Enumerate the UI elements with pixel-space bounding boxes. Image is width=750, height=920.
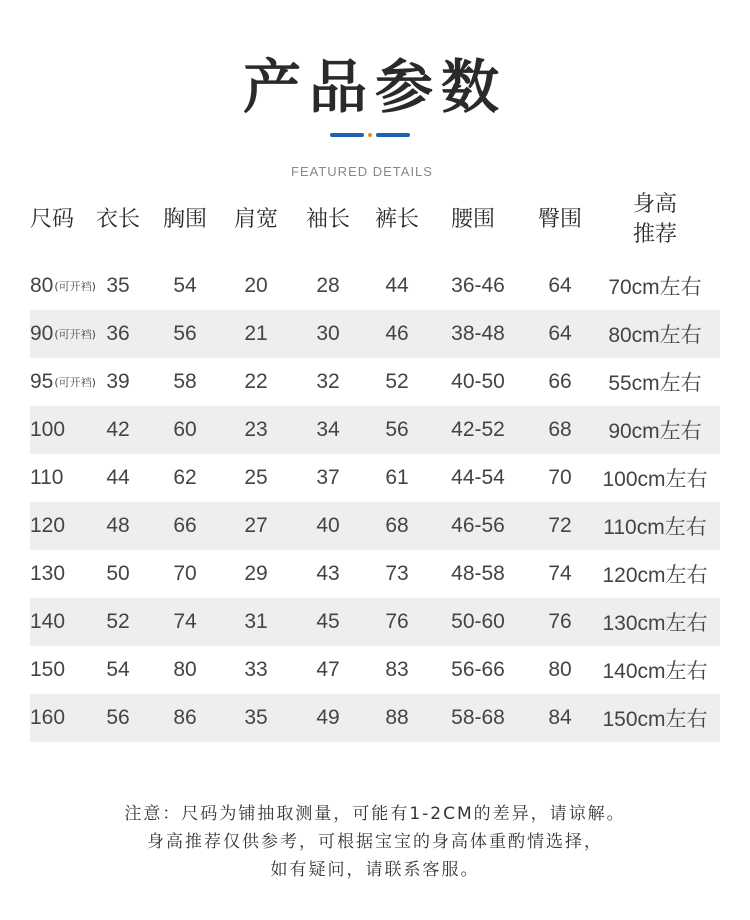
cell-length: 54 <box>106 658 130 681</box>
cell-chest: 66 <box>173 514 197 537</box>
cell-size-value: 95 <box>30 370 54 393</box>
cell-waist: 50-60 <box>451 610 505 633</box>
header-size: 尺码 <box>30 207 75 232</box>
cell-size-note: (可开裆) <box>54 376 96 389</box>
cell-hip: 74 <box>548 562 572 585</box>
cell-shoulder: 23 <box>244 418 268 441</box>
cell-waist: 56-66 <box>451 658 505 681</box>
table-row <box>30 406 720 454</box>
cell-height: 120cm左右 <box>602 564 708 587</box>
cell-height: 70cm左右 <box>608 276 702 299</box>
cell-sleeve: 32 <box>316 370 340 393</box>
underline-blue-segment <box>330 133 364 137</box>
cell-height: 130cm左右 <box>602 612 708 635</box>
note-line-1: 注意：尺码为铺抽取测量，可能有1-2CM的差异，请谅解。 <box>124 804 626 824</box>
cell-pants: 88 <box>385 706 409 729</box>
cell-chest: 62 <box>173 466 197 489</box>
cell-chest: 70 <box>173 562 197 585</box>
cell-hip: 64 <box>548 274 572 297</box>
cell-chest: 74 <box>173 610 197 633</box>
cell-height: 100cm左右 <box>602 468 708 491</box>
cell-hip: 68 <box>548 418 572 441</box>
cell-chest: 86 <box>173 706 197 729</box>
cell-shoulder: 35 <box>244 706 268 729</box>
note-line-2: 身高推荐仅供参考，可根据宝宝的身高体重酌情选择， <box>147 832 603 852</box>
cell-pants: 44 <box>385 274 409 297</box>
table-row <box>30 502 720 550</box>
cell-height: 110cm左右 <box>603 516 707 539</box>
header-sleeve: 袖长 <box>305 207 350 232</box>
table-row <box>30 550 720 598</box>
cell-size-value: 140 <box>30 610 66 633</box>
cell-sleeve: 45 <box>316 610 340 633</box>
cell-length: 39 <box>106 370 130 393</box>
cell-waist: 42-52 <box>451 418 505 441</box>
cell-pants: 68 <box>385 514 409 537</box>
cell-height: 90cm左右 <box>608 420 702 443</box>
cell-hip: 84 <box>548 706 572 729</box>
cell-hip: 72 <box>548 514 572 537</box>
cell-length: 56 <box>106 706 130 729</box>
cell-size-value: 80 <box>30 274 54 297</box>
underline-blue-segment-right <box>376 133 410 137</box>
table-row <box>30 598 720 646</box>
cell-sleeve: 30 <box>316 322 340 345</box>
cell-shoulder: 25 <box>244 466 268 489</box>
cell-waist: 48-58 <box>451 562 505 585</box>
notes <box>0 800 750 884</box>
cell-hip: 66 <box>548 370 572 393</box>
cell-height: 55cm左右 <box>608 372 702 395</box>
header-pants: 裤长 <box>374 207 419 232</box>
table-row <box>30 310 720 358</box>
table-row <box>30 358 720 406</box>
header-hip: 臀围 <box>537 207 582 232</box>
cell-waist: 44-54 <box>451 466 505 489</box>
underline-orange-dot <box>368 133 372 137</box>
header-height <box>620 180 690 260</box>
cell-sleeve: 37 <box>316 466 340 489</box>
cell-length: 48 <box>106 514 130 537</box>
cell-sleeve: 34 <box>316 418 340 441</box>
table-row <box>30 694 720 742</box>
cell-chest: 80 <box>173 658 197 681</box>
cell-length: 35 <box>106 274 130 297</box>
cell-shoulder: 22 <box>244 370 268 393</box>
table-header <box>30 180 720 260</box>
cell-length: 36 <box>106 322 130 345</box>
cell-size-value: 150 <box>30 658 66 681</box>
cell-size-note: (可开裆) <box>54 328 96 341</box>
cell-shoulder: 27 <box>244 514 268 537</box>
cell-pants: 56 <box>385 418 409 441</box>
cell-height: 140cm左右 <box>602 660 708 683</box>
cell-pants: 83 <box>385 658 409 681</box>
cell-sleeve: 28 <box>316 274 340 297</box>
cell-waist: 46-56 <box>451 514 505 537</box>
cell-hip: 76 <box>548 610 572 633</box>
cell-height: 80cm左右 <box>608 324 702 347</box>
header-shoulder: 肩宽 <box>233 207 278 232</box>
cell-length: 52 <box>106 610 130 633</box>
cell-length: 50 <box>106 562 130 585</box>
table-row <box>30 262 720 310</box>
cell-waist: 58-68 <box>451 706 505 729</box>
cell-sleeve: 43 <box>316 562 340 585</box>
note-line-3: 如有疑问，请联系客服。 <box>270 860 480 880</box>
cell-size-value: 160 <box>30 706 66 729</box>
cell-sleeve: 47 <box>316 658 340 681</box>
cell-chest: 60 <box>173 418 197 441</box>
cell-shoulder: 29 <box>244 562 268 585</box>
cell-sleeve: 40 <box>316 514 340 537</box>
cell-height: 150cm左右 <box>602 708 708 731</box>
cell-size-value: 120 <box>30 514 66 537</box>
cell-size-value: 130 <box>30 562 66 585</box>
header-waist: 腰围 <box>450 207 495 232</box>
cell-shoulder: 20 <box>244 274 268 297</box>
cell-chest: 54 <box>173 274 197 297</box>
header-height-line1: 身高 <box>632 192 677 217</box>
cell-chest: 58 <box>173 370 197 393</box>
cell-pants: 76 <box>385 610 409 633</box>
page-title: 产品参数 <box>242 53 507 121</box>
cell-size-value: 100 <box>30 418 66 441</box>
cell-waist: 36-46 <box>451 274 505 297</box>
header-chest: 胸围 <box>162 207 207 232</box>
header-height-line2: 推荐 <box>632 222 677 247</box>
cell-size-value: 110 <box>30 466 64 489</box>
cell-pants: 52 <box>385 370 409 393</box>
cell-pants: 61 <box>385 466 409 489</box>
cell-sleeve: 49 <box>316 706 340 729</box>
cell-shoulder: 33 <box>244 658 268 681</box>
cell-length: 42 <box>106 418 130 441</box>
table-row <box>30 454 720 502</box>
cell-chest: 56 <box>173 322 197 345</box>
cell-waist: 38-48 <box>451 322 505 345</box>
cell-hip: 70 <box>548 466 572 489</box>
title-underline <box>330 133 410 137</box>
cell-shoulder: 21 <box>244 322 268 345</box>
cell-shoulder: 31 <box>244 610 268 633</box>
cell-pants: 73 <box>385 562 409 585</box>
table-row <box>30 646 720 694</box>
cell-size-value: 90 <box>30 322 54 345</box>
size-table <box>30 262 720 742</box>
page-subtitle: FEATURED DETAILS <box>291 164 433 179</box>
cell-hip: 64 <box>548 322 572 345</box>
cell-waist: 40-50 <box>451 370 505 393</box>
cell-length: 44 <box>106 466 130 489</box>
cell-pants: 46 <box>385 322 409 345</box>
header-length: 衣长 <box>95 207 140 232</box>
cell-hip: 80 <box>548 658 572 681</box>
cell-size-note: (可开裆) <box>54 280 96 293</box>
